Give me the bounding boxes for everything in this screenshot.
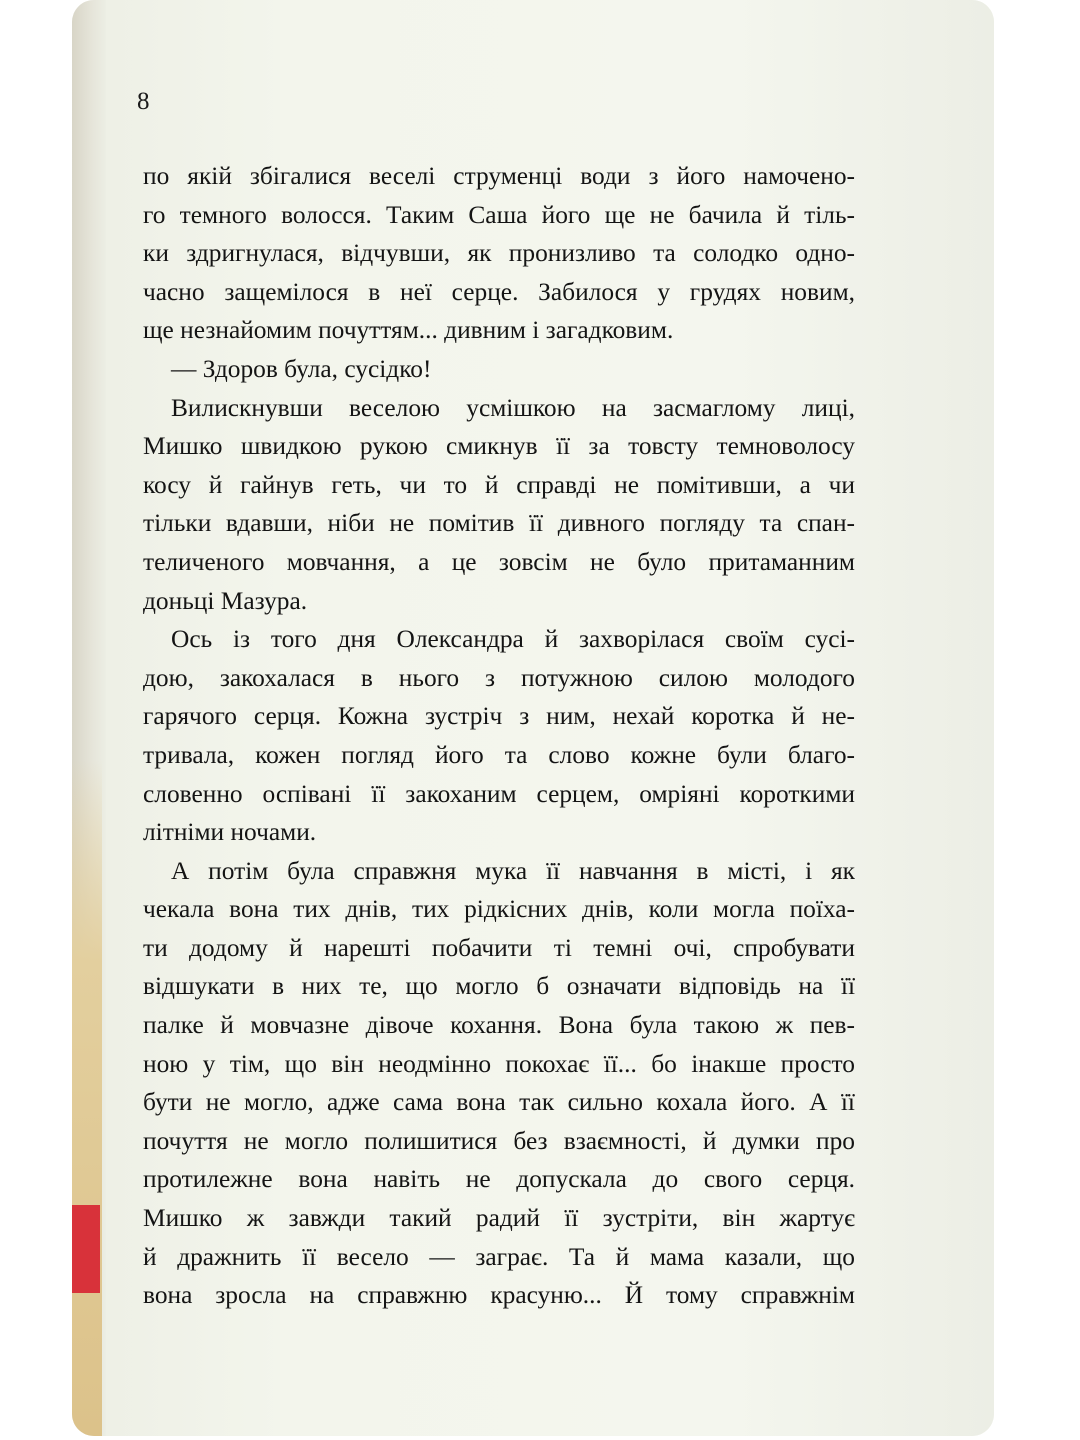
text-line: Ось із того дня Олександра й захворілася своїм сусі-: [171, 625, 855, 654]
text-line: косу й гайнув геть, чи то й справді не помітивши, а чи: [143, 470, 855, 499]
text-line: протилежне вона навіть не допускала до свого серця.: [143, 1165, 855, 1194]
text-line: Мишко швидкою рукою смикнув її за товсту темноволосу: [143, 432, 855, 461]
text-line: палке й мовчазне дівоче кохання. Вона була такою ж пев-: [143, 1011, 855, 1040]
book-spine-shadow: [72, 760, 102, 1436]
text-line: А потім була справжня мука її навчання в місті, і як: [171, 856, 855, 885]
cover-red-stripe: [72, 1205, 100, 1293]
text-line: теличеного мовчання, а це зовсім не було притаманним: [143, 547, 855, 576]
text-line: — Здоров була, сусідко!: [171, 354, 432, 383]
page-number: 8: [137, 88, 150, 115]
text-line: доньці Мазура.: [143, 586, 308, 615]
text-line: тільки вдавши, ніби не помітив її дивного погляду та спан-: [143, 509, 855, 538]
text-line: чекала вона тих днів, тих рідкісних днів, коли могла поїха-: [143, 895, 855, 924]
body-text: [143, 157, 855, 1315]
text-line: Мишко ж завжди такий радий її зустріти, він жартує: [143, 1204, 855, 1233]
text-line: гарячого серця. Кожна зустріч з ним, нехай коротка й не-: [143, 702, 855, 731]
text-line: й дражнить її весело — заграє. Та й мама казали, що: [143, 1242, 855, 1271]
text-line: літніми ночами.: [143, 818, 317, 847]
text-line: ти додому й нарешті побачити ті темні очі, спробувати: [143, 933, 855, 962]
text-line: тривала, кожен погляд його та слово кожне були благо-: [143, 740, 855, 769]
text-line: Вилискнувши веселою усмішкою на засмаглому лиці,: [171, 393, 855, 422]
text-line: словенно оспівані її закоханим серцем, омріяні короткими: [143, 779, 855, 808]
text-line: почуття не могло полишитися без взаємності, й думки про: [143, 1126, 855, 1155]
text-line: го темного волосся. Таким Саша його ще не бачила й тіль-: [143, 200, 855, 229]
text-line: ки здригнулася, відчувши, як пронизливо та солодко одно-: [143, 239, 855, 268]
text-line: ною у тім, що він неодмінно покохає її... бо інакше просто: [143, 1049, 855, 1078]
text-line: часно защемілося в неї серце. Забилося у грудях новим,: [143, 277, 855, 306]
text-line: бути не могло, адже сама вона так сильно кохала його. А її: [143, 1088, 855, 1117]
text-line: відшукати в них те, що могло б означати відповідь на її: [143, 972, 855, 1001]
text-line: по якій збігалися веселі струменці води з його намочено-: [143, 162, 855, 190]
text-line: ще незнайомим почуттям... дивним і загадковим.: [143, 316, 674, 345]
text-line: дою, закохалася в нього з потужною силою молодого: [143, 663, 855, 692]
text-line: вона зросла на справжню красуню... Й тому справжнім: [143, 1281, 855, 1310]
